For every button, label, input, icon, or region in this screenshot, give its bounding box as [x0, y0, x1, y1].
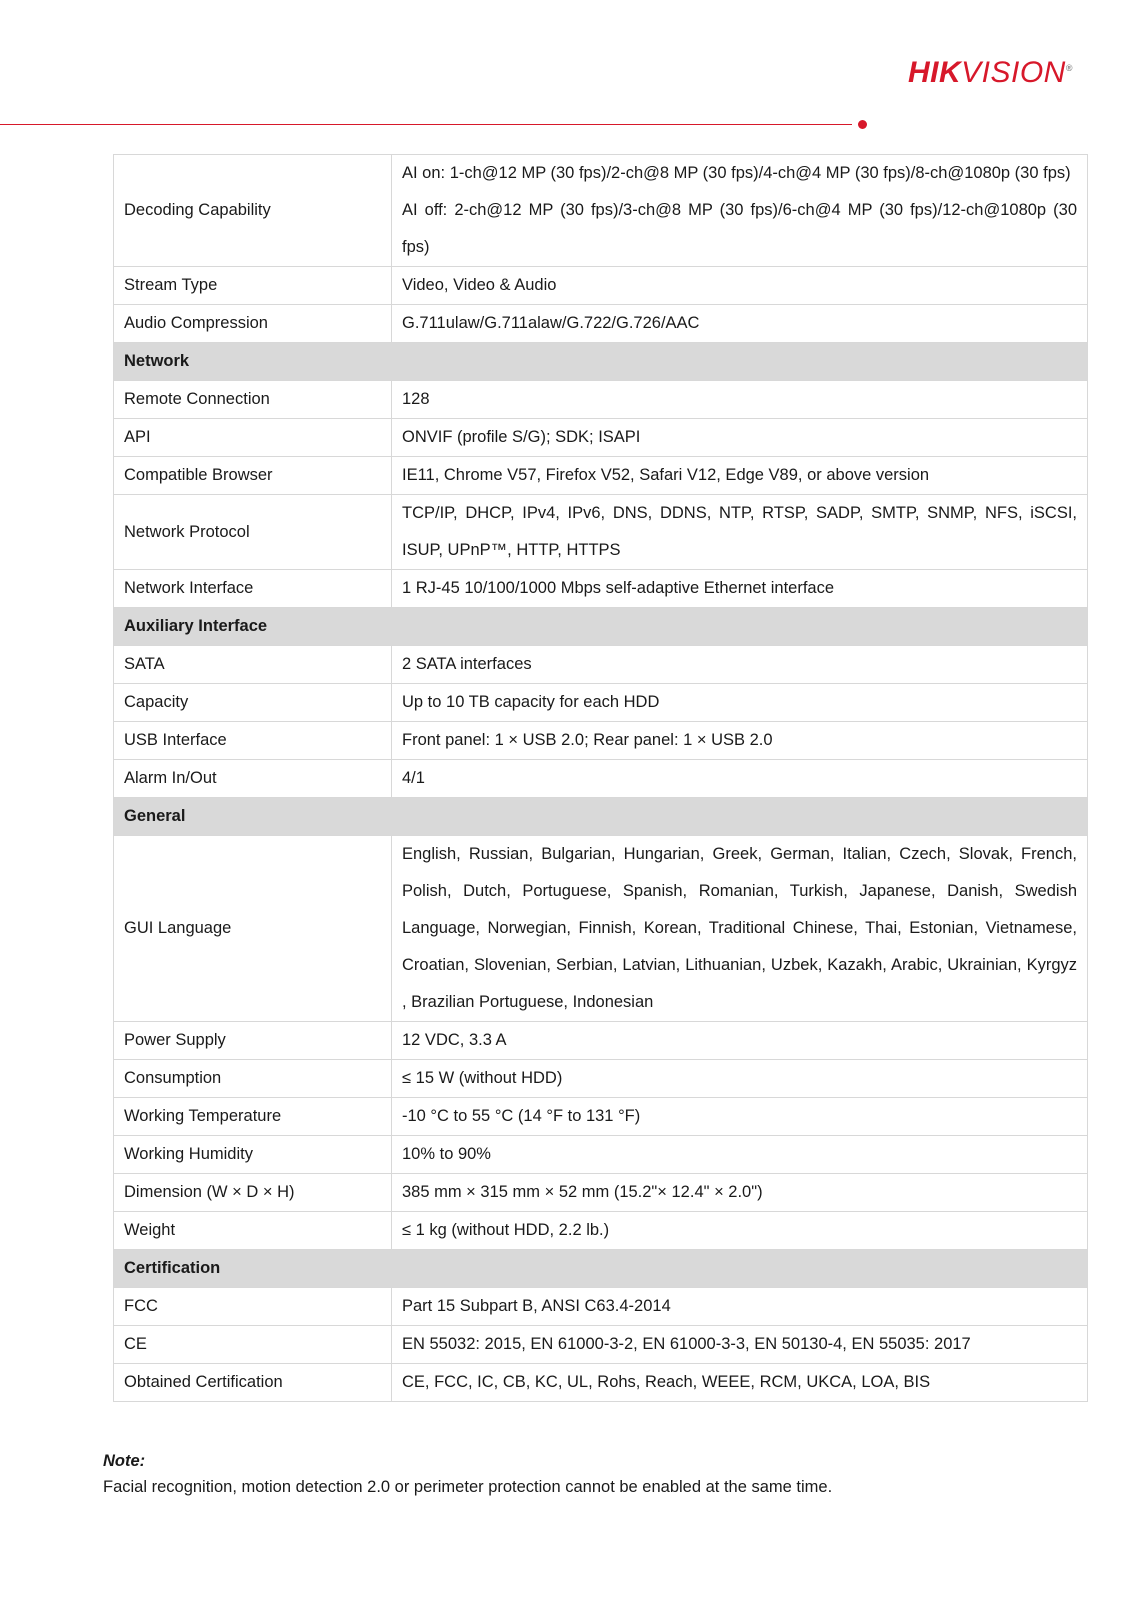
spec-row — [114, 381, 1088, 419]
spec-value-line: AI on: 1-ch@12 MP (30 fps)/2-ch@8 MP (30 fps)/4-ch@4 MP (30 fps)/8-ch@1080p (30 fps) — [402, 164, 1071, 182]
spec-value-line: IE11, Chrome V57, Firefox V52, Safari V12, Edge V89, or above version — [402, 466, 930, 484]
spec-value — [392, 457, 1088, 495]
spec-row — [114, 305, 1088, 343]
note-title: Note: — [103, 1452, 146, 1470]
spec-label: API — [114, 419, 392, 457]
spec-value — [392, 381, 1088, 419]
spec-value-line: Up to 10 TB capacity for each HDD — [402, 693, 660, 711]
spec-row — [114, 1136, 1088, 1174]
spec-value-line: 4/1 — [402, 769, 425, 787]
spec-label: FCC — [114, 1288, 392, 1326]
section-header-row — [114, 798, 1088, 836]
spec-label: Working Humidity — [114, 1136, 392, 1174]
header-divider-dot — [858, 120, 867, 129]
spec-value-line: 1 RJ-45 10/100/1000 Mbps self-adaptive Ethernet interface — [402, 579, 835, 597]
spec-value-line: English, Russian, Bulgarian, Hungarian, Greek, German, Italian, Czech, Slovak, French, Polish, Dutch, Portuguese, Spanish, Romanian, Turkish, Japanese, Danish, Swedish Language, Norwegian, Finnish, Korean, Traditional Chinese, Thai, Estonian, Vietnamese, Croatian, Slovenian, Serbian, Latvian, Lithuanian, Uzbek, Kazakh, Arabic, Ukrainian, Kyrgyz , Brazilian Portuguese, Indonesian — [402, 845, 1077, 1011]
spec-row — [114, 1060, 1088, 1098]
spec-label: Network Protocol — [114, 495, 392, 570]
spec-value-line: G.711ulaw/G.711alaw/G.722/G.726/AAC — [402, 314, 700, 332]
spec-value-line: 128 — [402, 390, 430, 408]
spec-row — [114, 1174, 1088, 1212]
spec-label: Audio Compression — [114, 305, 392, 343]
spec-row — [114, 1022, 1088, 1060]
spec-label: Weight — [114, 1212, 392, 1250]
spec-value — [392, 646, 1088, 684]
spec-row — [114, 722, 1088, 760]
hikvision-logo: HIKVISION® — [907, 56, 1073, 89]
section-header-row — [114, 1250, 1088, 1288]
section-header-row — [114, 343, 1088, 381]
spec-value-line: ONVIF (profile S/G); SDK; ISAPI — [402, 428, 641, 446]
spec-value — [392, 1098, 1088, 1136]
note-text: Facial recognition, motion detection 2.0 or perimeter protection cannot be enabled at the same time. — [103, 1478, 833, 1496]
section-header: Certification — [114, 1250, 1088, 1288]
section-header: Network — [114, 343, 1088, 381]
spec-label: CE — [114, 1326, 392, 1364]
spec-value — [392, 1136, 1088, 1174]
spec-value — [392, 722, 1088, 760]
logo-text-b: VISION — [961, 56, 1066, 89]
spec-value-line: Front panel: 1 × USB 2.0; Rear panel: 1 × USB 2.0 — [402, 731, 773, 749]
spec-value — [392, 267, 1088, 305]
spec-value — [392, 1288, 1088, 1326]
spec-value-line: ≤ 1 kg (without HDD, 2.2 lb.) — [402, 1221, 610, 1239]
note-block — [103, 1448, 832, 1500]
spec-table — [113, 154, 1088, 1402]
spec-label: GUI Language — [114, 836, 392, 1022]
spec-label: Remote Connection — [114, 381, 392, 419]
spec-value — [392, 1022, 1088, 1060]
spec-value — [392, 495, 1088, 570]
spec-label: Decoding Capability — [114, 155, 392, 267]
spec-row — [114, 495, 1088, 570]
spec-value-line: Part 15 Subpart B, ANSI C63.4-2014 — [402, 1297, 671, 1315]
spec-label: Compatible Browser — [114, 457, 392, 495]
spec-label: Alarm In/Out — [114, 760, 392, 798]
spec-value-line: CE, FCC, IC, CB, KC, UL, Rohs, Reach, WEEE, RCM, UKCA, LOA, BIS — [402, 1373, 931, 1391]
spec-value-line: Video, Video & Audio — [402, 276, 557, 294]
spec-value-line: 2 SATA interfaces — [402, 655, 532, 673]
spec-value — [392, 1326, 1088, 1364]
header-divider-line — [0, 124, 852, 125]
spec-label: Capacity — [114, 684, 392, 722]
spec-label: Working Temperature — [114, 1098, 392, 1136]
spec-label: Network Interface — [114, 570, 392, 608]
spec-row — [114, 1098, 1088, 1136]
spec-value — [392, 1174, 1088, 1212]
spec-row — [114, 1364, 1088, 1402]
spec-label: Stream Type — [114, 267, 392, 305]
spec-value — [392, 419, 1088, 457]
spec-row — [114, 570, 1088, 608]
spec-value — [392, 570, 1088, 608]
spec-value-line: 12 VDC, 3.3 A — [402, 1031, 507, 1049]
spec-row — [114, 836, 1088, 1022]
spec-value-line: 385 mm × 315 mm × 52 mm (15.2"× 12.4" × 2.0") — [402, 1183, 763, 1201]
section-header: General — [114, 798, 1088, 836]
spec-value-line: AI off: 2-ch@12 MP (30 fps)/3-ch@8 MP (30 fps)/6-ch@4 MP (30 fps)/12-ch@1080p (30 fps) — [402, 201, 1077, 256]
spec-value-line: EN 55032: 2015, EN 61000-3-2, EN 61000-3-3, EN 50130-4, EN 55035: 2017 — [402, 1335, 971, 1353]
spec-row — [114, 1212, 1088, 1250]
spec-label: Consumption — [114, 1060, 392, 1098]
spec-row — [114, 267, 1088, 305]
spec-value — [392, 305, 1088, 343]
spec-value — [392, 155, 1088, 267]
spec-value — [392, 1364, 1088, 1402]
section-header: Auxiliary Interface — [114, 608, 1088, 646]
spec-row — [114, 419, 1088, 457]
spec-row — [114, 1326, 1088, 1364]
spec-label: SATA — [114, 646, 392, 684]
spec-value — [392, 1060, 1088, 1098]
spec-row — [114, 457, 1088, 495]
spec-label: Dimension (W × D × H) — [114, 1174, 392, 1212]
spec-row — [114, 646, 1088, 684]
spec-label: USB Interface — [114, 722, 392, 760]
spec-value-line: ≤ 15 W (without HDD) — [402, 1069, 563, 1087]
spec-value-line: -10 °C to 55 °C (14 °F to 131 °F) — [402, 1107, 641, 1125]
spec-table-body — [114, 155, 1088, 1402]
spec-value-line: TCP/IP, DHCP, IPv4, IPv6, DNS, DDNS, NTP, RTSP, SADP, SMTP, SNMP, NFS, iSCSI, ISUP, UPnP™, HTTP, HTTPS — [402, 504, 1077, 559]
spec-row — [114, 760, 1088, 798]
spec-row — [114, 155, 1088, 267]
logo-text-a: HIK — [907, 56, 962, 89]
spec-row — [114, 684, 1088, 722]
spec-value — [392, 836, 1088, 1022]
spec-value — [392, 684, 1088, 722]
spec-value-line: 10% to 90% — [402, 1145, 491, 1163]
spec-label: Obtained Certification — [114, 1364, 392, 1402]
spec-row — [114, 1288, 1088, 1326]
section-header-row — [114, 608, 1088, 646]
spec-value — [392, 1212, 1088, 1250]
spec-label: Power Supply — [114, 1022, 392, 1060]
spec-value — [392, 760, 1088, 798]
